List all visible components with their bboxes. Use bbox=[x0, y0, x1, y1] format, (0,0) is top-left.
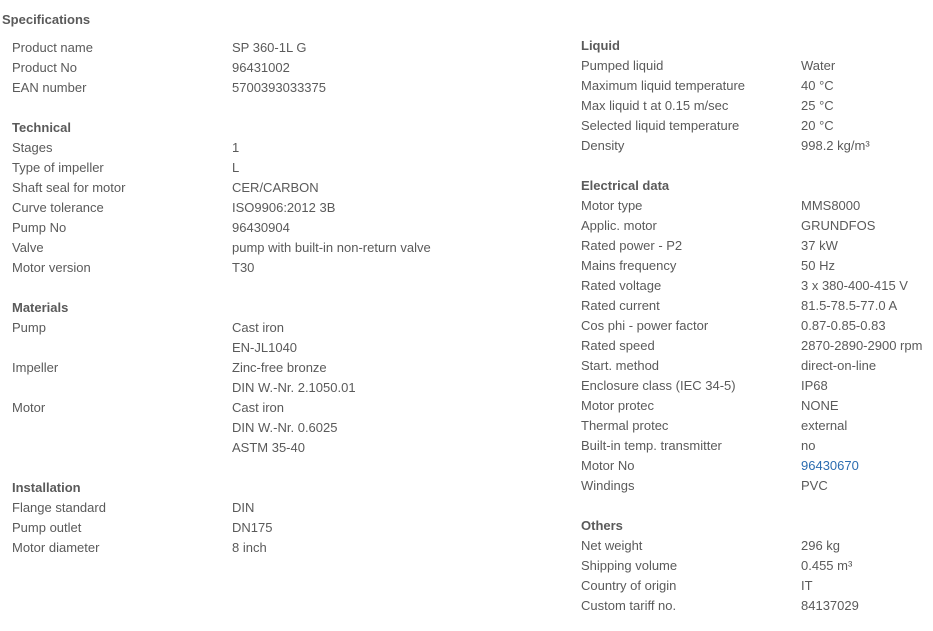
spec-value-link[interactable]: 96430670 bbox=[801, 458, 859, 473]
spec-value: no bbox=[801, 438, 816, 453]
spec-label: Motor version bbox=[12, 260, 91, 275]
spec-value: 998.2 kg/m³ bbox=[801, 138, 870, 153]
spec-row-selected-liquid-temperature bbox=[581, 116, 933, 136]
spec-value: NONE bbox=[801, 398, 839, 413]
spec-value: Zinc-free bronze bbox=[232, 360, 327, 375]
page-title: Specifications bbox=[2, 12, 91, 27]
spec-value: 2870-2890-2900 rpm bbox=[801, 338, 923, 353]
spec-row-start-method bbox=[581, 356, 933, 376]
spec-value: Cast iron bbox=[232, 320, 285, 335]
spec-label: Windings bbox=[581, 478, 635, 493]
spec-value: 96430904 bbox=[232, 220, 290, 235]
spec-label: Rated current bbox=[581, 298, 660, 313]
spec-label: Density bbox=[581, 138, 625, 153]
spec-value: 296 kg bbox=[801, 538, 841, 553]
spec-label: Start. method bbox=[581, 358, 660, 373]
spec-row-motor-protec bbox=[581, 396, 933, 416]
spec-value: CER/CARBON bbox=[232, 180, 319, 195]
spec-value: IT bbox=[801, 578, 813, 593]
section-heading: Electrical data bbox=[581, 178, 670, 193]
spec-row-enclosure-class-iec-34-5 bbox=[581, 376, 933, 396]
spec-row-flange-standard bbox=[12, 498, 532, 518]
section-others bbox=[581, 516, 933, 616]
spec-value: MMS8000 bbox=[801, 198, 861, 213]
spec-label: Pump bbox=[12, 320, 46, 335]
spec-value: IP68 bbox=[801, 378, 828, 393]
spec-value: 1 bbox=[232, 140, 240, 155]
section-technical bbox=[12, 118, 532, 278]
spec-value: L bbox=[232, 160, 240, 175]
spec-value: 25 °C bbox=[801, 98, 834, 113]
spec-label: Thermal protec bbox=[581, 418, 669, 433]
spec-label: Motor diameter bbox=[12, 540, 100, 555]
spec-label: Motor protec bbox=[581, 398, 654, 413]
spec-value: Cast iron bbox=[232, 400, 285, 415]
spec-value: DIN bbox=[232, 500, 255, 515]
spec-label: Rated voltage bbox=[581, 278, 662, 293]
spec-label: Country of origin bbox=[581, 578, 677, 593]
spec-row-max-liquid-t-at-0-15-m-sec bbox=[581, 96, 933, 116]
spec-value: ASTM 35-40 bbox=[232, 440, 305, 455]
spec-value: 3 x 380-400-415 V bbox=[801, 278, 908, 293]
spec-label: Curve tolerance bbox=[12, 200, 104, 215]
spec-row-pump bbox=[12, 318, 532, 358]
spec-label: Rated power - P2 bbox=[581, 238, 683, 253]
spec-label: Shipping volume bbox=[581, 558, 678, 573]
spec-row-rated-current bbox=[581, 296, 933, 316]
section-electrical-data bbox=[581, 176, 933, 496]
spec-row-motor-no bbox=[581, 456, 933, 476]
spec-row-motor-version bbox=[12, 258, 532, 278]
section-heading: Materials bbox=[12, 300, 69, 315]
spec-row-custom-tariff-no bbox=[581, 596, 933, 616]
section-heading: Installation bbox=[12, 480, 81, 495]
spec-label: Type of impeller bbox=[12, 160, 104, 175]
spec-value: 40 °C bbox=[801, 78, 834, 93]
spec-label: Selected liquid temperature bbox=[581, 118, 740, 133]
spec-label: Enclosure class (IEC 34-5) bbox=[581, 378, 736, 393]
spec-label: Stages bbox=[12, 140, 53, 155]
spec-value: 84137029 bbox=[801, 598, 859, 613]
spec-value: DIN W.-Nr. 2.1050.01 bbox=[232, 380, 356, 395]
spec-value: 81.5-78.5-77.0 A bbox=[801, 298, 898, 313]
spec-label: Motor bbox=[12, 400, 46, 415]
spec-value: DIN W.-Nr. 0.6025 bbox=[232, 420, 338, 435]
spec-row-rated-voltage bbox=[581, 276, 933, 296]
section-installation bbox=[12, 478, 532, 558]
spec-label: Pumped liquid bbox=[581, 58, 664, 73]
spec-label: Product No bbox=[12, 60, 78, 75]
spec-row-product-name bbox=[12, 38, 532, 58]
spec-label: Shaft seal for motor bbox=[12, 180, 126, 195]
spec-row-motor-type bbox=[581, 196, 933, 216]
spec-row-motor-diameter bbox=[12, 538, 532, 558]
spec-row-density bbox=[581, 136, 933, 156]
spec-row-pump-no bbox=[12, 218, 532, 238]
spec-value: PVC bbox=[801, 478, 828, 493]
spec-value: direct-on-line bbox=[801, 358, 877, 373]
spec-value: Water bbox=[801, 58, 836, 73]
spec-row-shaft-seal-for-motor bbox=[12, 178, 532, 198]
spec-row-applic-motor bbox=[581, 216, 933, 236]
spec-value: 96431002 bbox=[232, 60, 290, 75]
spec-value: 5700393033375 bbox=[232, 80, 326, 95]
spec-value: 37 kW bbox=[801, 238, 838, 253]
spec-value: ISO9906:2012 3B bbox=[232, 200, 336, 215]
spec-row-maximum-liquid-temperature bbox=[581, 76, 933, 96]
spec-row-cos-phi-power-factor bbox=[581, 316, 933, 336]
spec-label: Custom tariff no. bbox=[581, 598, 677, 613]
spec-row-rated-power-p2 bbox=[581, 236, 933, 256]
spec-row-windings bbox=[581, 476, 933, 496]
spec-row-valve bbox=[12, 238, 532, 258]
spec-value: 20 °C bbox=[801, 118, 834, 133]
spec-row-ean-number bbox=[12, 78, 532, 98]
spec-label: Maximum liquid temperature bbox=[581, 78, 746, 93]
spec-row-product-no bbox=[12, 58, 532, 78]
spec-row-mains-frequency bbox=[581, 256, 933, 276]
spec-row-type-of-impeller bbox=[12, 158, 532, 178]
spec-row-net-weight bbox=[581, 536, 933, 556]
spec-label: Net weight bbox=[581, 538, 643, 553]
spec-label: Mains frequency bbox=[581, 258, 677, 273]
spec-value: 8 inch bbox=[232, 540, 267, 555]
spec-value: 0.455 m³ bbox=[801, 558, 853, 573]
section-heading: Liquid bbox=[581, 38, 620, 53]
section-heading: Others bbox=[581, 518, 623, 533]
spec-value: 50 Hz bbox=[801, 258, 835, 273]
spec-value: SP 360-1L G bbox=[232, 40, 307, 55]
spec-label: EAN number bbox=[12, 80, 87, 95]
section-heading: Technical bbox=[12, 120, 72, 135]
spec-row-curve-tolerance bbox=[12, 198, 532, 218]
spec-row-impeller bbox=[12, 358, 532, 398]
spec-label: Pump No bbox=[12, 220, 67, 235]
section-materials bbox=[12, 298, 532, 458]
spec-label: Rated speed bbox=[581, 338, 655, 353]
spec-value: external bbox=[801, 418, 848, 433]
spec-value: T30 bbox=[232, 260, 255, 275]
section-liquid bbox=[581, 36, 933, 156]
section-product bbox=[12, 38, 532, 98]
spec-row-country-of-origin bbox=[581, 576, 933, 596]
spec-value: DN175 bbox=[232, 520, 273, 535]
spec-label: Motor No bbox=[581, 458, 635, 473]
spec-label: Built-in temp. transmitter bbox=[581, 438, 722, 453]
spec-label: Cos phi - power factor bbox=[581, 318, 709, 333]
spec-value: pump with built-in non-return valve bbox=[232, 240, 431, 255]
spec-label: Max liquid t at 0.15 m/sec bbox=[581, 98, 729, 113]
spec-row-motor bbox=[12, 398, 532, 458]
spec-label: Flange standard bbox=[12, 500, 106, 515]
spec-row-built-in-temp-transmitter bbox=[581, 436, 933, 456]
spec-label: Pump outlet bbox=[12, 520, 82, 535]
spec-row-shipping-volume bbox=[581, 556, 933, 576]
spec-label: Motor type bbox=[581, 198, 643, 213]
spec-value: EN-JL1040 bbox=[232, 340, 298, 355]
spec-label: Applic. motor bbox=[581, 218, 657, 233]
spec-row-thermal-protec bbox=[581, 416, 933, 436]
spec-value: GRUNDFOS bbox=[801, 218, 876, 233]
spec-label: Impeller bbox=[12, 360, 59, 375]
spec-row-pump-outlet bbox=[12, 518, 532, 538]
spec-row-stages bbox=[12, 138, 532, 158]
spec-label: Valve bbox=[12, 240, 44, 255]
spec-row-pumped-liquid bbox=[581, 56, 933, 76]
spec-label: Product name bbox=[12, 40, 93, 55]
spec-value: 0.87-0.85-0.83 bbox=[801, 318, 886, 333]
spec-row-rated-speed bbox=[581, 336, 933, 356]
